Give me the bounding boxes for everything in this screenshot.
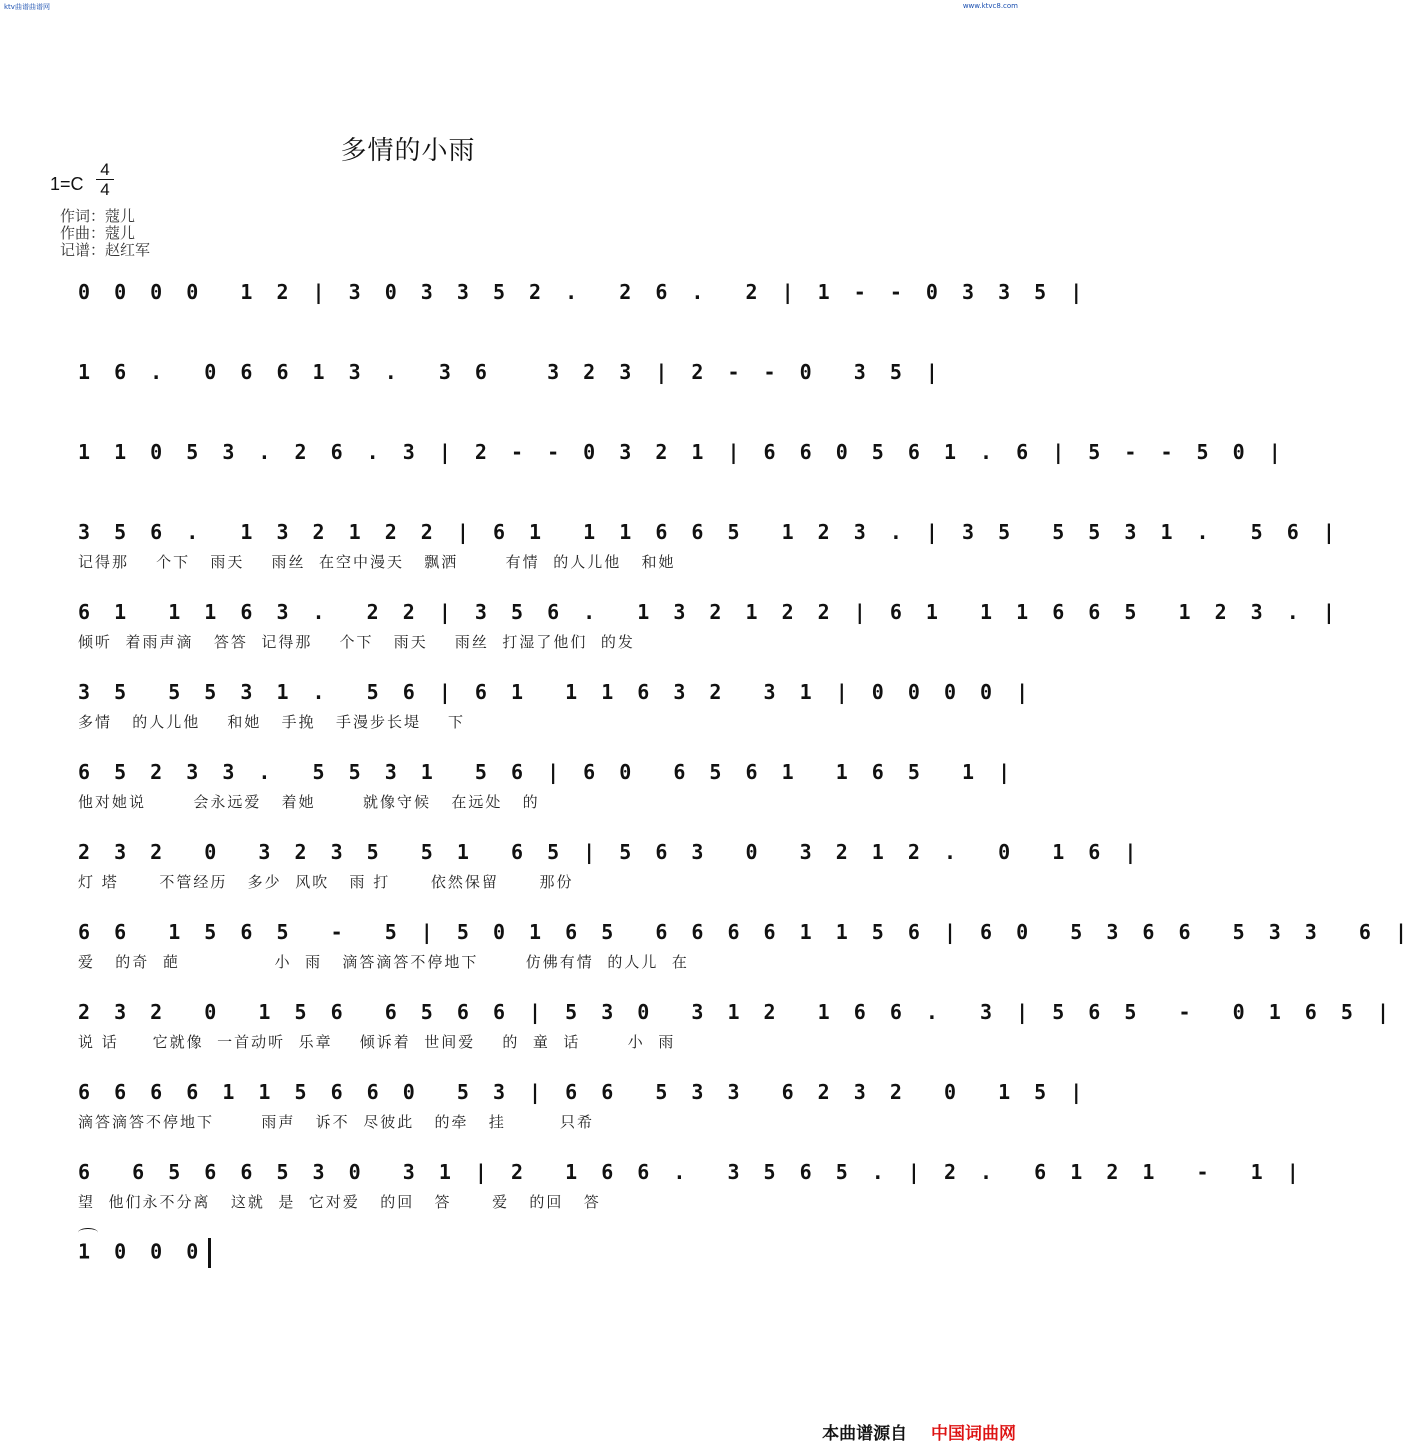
score-row [78,517,1341,577]
lyric-line: 多情 的人儿他 和她 手挽 手漫步长堤 下 [78,713,466,731]
composer: 作曲：蔻儿 [60,224,136,242]
lyric-line: 说 话 它就像 一首动听 乐章 倾诉着 世间爱 的 童 话 小 雨 [78,1033,676,1051]
score-row [78,597,1341,657]
meter-bottom: 4 [96,179,114,199]
notes-line: 1 6 . 0 6 6 1 3 . 3 6 3 2 3 | 2 - - 0 3 5 | [78,360,944,384]
footer-site[interactable]: 中国词曲网 [931,1424,1016,1444]
lyric-line: 倾听 着雨声滴 答答 记得那 个下 雨天 雨丝 打湿了他们 的发 [78,633,635,651]
notes-line: 3 5 5 5 3 1 . 5 6 | 6 1 1 1 6 3 2 3 1 | 0 0 0 0 | [78,680,1035,704]
watermark-left: ktv曲谱曲谱网 [4,3,50,11]
notes-line: 6 6 6 6 1 1 5 6 6 0 5 3 | 6 6 5 3 3 6 2 3 2 0 1 5 | [78,1080,1089,1104]
score-row [78,1157,1305,1217]
watermark-right: www.ktvc8.com [962,2,1018,10]
final-notes: 1 0 0 0 [78,1239,205,1264]
lyricist: 作词：蔻儿 [60,207,136,225]
transcriber: 记谱：赵红军 [60,241,151,259]
lyric-line: 灯 塔 不管经历 多少 风吹 雨 打 依然保留 那份 [78,873,574,891]
notes-line: 2 3 2 0 3 2 3 5 5 1 6 5 | 5 6 3 0 3 2 1 2 . 0 1 6 | [78,840,1143,864]
notes-line: 6 6 5 6 6 5 3 0 3 1 | 2 1 6 6 . 3 5 6 5 . | 2 . 6 1 2 1 - 1 | [78,1160,1305,1184]
double-barline [208,1238,211,1268]
score-row [78,437,1287,497]
notes-line: 0 0 0 0 1 2 | 3 0 3 3 5 2 . 2 6 . 2 | 1 - - 0 3 3 5 | [78,280,1089,304]
footer-source: 本曲谱源自 [822,1424,908,1444]
score-row [78,837,1143,897]
lyric-line: 爱 的奇 葩 小 雨 滴答滴答不停地下 仿佛有情 的人儿 在 [78,953,689,971]
score-row [78,677,1035,737]
notes-line: 6 1 1 1 6 3 . 2 2 | 3 5 6 . 1 3 2 1 2 2 | 6 1 1 1 6 6 5 1 2 3 . | [78,600,1341,624]
score-row [78,997,1395,1057]
lyric-line: 滴答滴答不停地下 雨声 诉不 尽彼此 的牵 挂 只希 [78,1113,594,1131]
notes-line: 3 5 6 . 1 3 2 1 2 2 | 6 1 1 1 6 6 5 1 2 3 . | 3 5 5 5 3 1 . 5 6 | [78,520,1341,544]
lyric-line: 望 他们永不分离 这就 是 它对爱 的回 答 爱 的回 答 [78,1193,601,1211]
score-row [78,1077,1089,1137]
final-measure [78,1238,211,1268]
song-title: 多情的小雨 [340,136,476,166]
score-row [78,757,1017,817]
notes-line: 6 6 1 5 6 5 - 5 | 5 0 1 6 5 6 6 6 6 1 1 5 6 | 6 0 5 3 6 6 5 3 3 6 | [78,920,1413,944]
tie-mark [78,1228,98,1237]
meter-top: 4 [100,160,110,179]
score-row [78,917,1413,977]
score-row [78,357,944,417]
notes-line: 2 3 2 0 1 5 6 6 5 6 6 | 5 3 0 3 1 2 1 6 6 . 3 | 5 6 5 - 0 1 6 5 | [78,1000,1395,1024]
notes-line: 1 1 0 5 3 . 2 6 . 3 | 2 - - 0 3 2 1 | 6 6 0 5 6 1 . 6 | 5 - - 5 0 | [78,440,1287,464]
key-signature: 1=C [50,174,84,194]
notes-line: 6 5 2 3 3 . 5 5 3 1 5 6 | 6 0 6 5 6 1 1 6 5 1 | [78,760,1017,784]
footer [822,1419,1016,1444]
score-row [78,277,1089,337]
lyric-line: 记得那 个下 雨天 雨丝 在空中漫天 飘洒 有情 的人儿他 和她 [78,553,676,571]
lyric-line: 他对她说 会永远爱 着她 就像守候 在远处 的 [78,793,540,811]
